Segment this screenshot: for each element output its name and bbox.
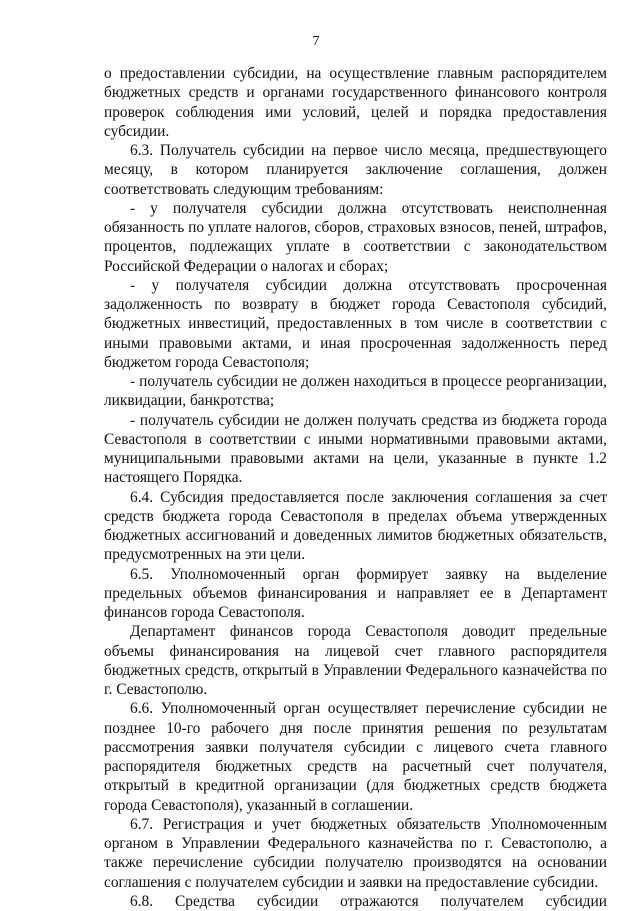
- paragraph-continuation: о предоставлении субсидии, на осуществление главным распорядителем бюджетных средств и органами государственного финансового контроля проверок соблюдения ими условий, целей и порядка предоставления субсидии.: [104, 65, 607, 140]
- paragraph-finance-department: Департамент финансов города Севастополя доводит предельные объемы финансирования на лицевой счет главного распорядителя бюджетных средств, открытый в Управлении Федерального казначейства по г. Севастополю.: [104, 623, 607, 698]
- list-item-taxes: - у получателя субсидии должна отсутствовать неисполненная обязанность по уплате налогов, сборов, страховых взносов, пеней, штрафов, процентов, подлежащих уплате в соответствии с законодательством Российской Федерации о налогах и сборах;: [104, 199, 607, 275]
- paragraph-6-7: 6.7. Регистрация и учет бюджетных обязательств Уполномоченным органом в Управлении Федерального казначейства по г. Севастополю, а также перечисление субсидии получателю производятся на основании соглашения с получателем субсидии и заявки на предоставление субсидии.: [104, 815, 607, 891]
- document-body: [104, 64, 607, 911]
- list-item-funds: - получатель субсидии не должен получать средства из бюджета города Севастополя в соответствии с иными нормативными правовыми актами, муниципальными правовыми актами на цели, указанные в пункте 1.2 настоящего Порядка.: [104, 411, 607, 487]
- paragraph-6-4: 6.4. Субсидия предоставляется после заключения соглашения за счет средств бюджета города Севастополя в пределах объема утвержденных бюджетных ассигнований и доведенных лимитов бюджетных обязательств, предусмотренных на эти цели.: [104, 488, 607, 564]
- paragraph-6-5: 6.5. Уполномоченный орган формирует заявку на выделение предельных объемов финансирования и направляет ее в Департамент финансов города Севастополя.: [104, 565, 607, 621]
- list-item-reorganization: - получатель субсидии не должен находиться в процессе реорганизации, ликвидации, банкротства;: [104, 373, 607, 410]
- paragraph-6-6: 6.6. Уполномоченный орган осуществляет перечисление субсидии не позднее 10-го рабочего дня после принятия решения по результатам рассмотрения заявки получателя субсидии с лицевого счета главного распорядителя бюджетных средств на расчетный счет получателя, открытый в кредитной организации (для бюджетных средств бюджета города Севастополя), указанный в соглашении.: [104, 700, 607, 814]
- list-item-debt: - у получателя субсидии должна отсутствовать просроченная задолженность по возврату в бюджет города Севастополя субсидий, бюджетных инвестиций, предоставленных в том числе в соответствии с иными правовыми актами, и иная просроченная задолженность перед бюджетом города Севастополя;: [104, 276, 607, 371]
- paragraph-6-3: 6.3. Получатель субсидии на первое число месяца, предшествующего месяцу, в котором планируется заключение соглашения, должен соответствовать следующим требованиям:: [104, 142, 607, 198]
- page-number: 7: [312, 34, 320, 49]
- paragraph-6-8: 6.8. Средства субсидии отражаются получателем субсидии: [130, 892, 607, 910]
